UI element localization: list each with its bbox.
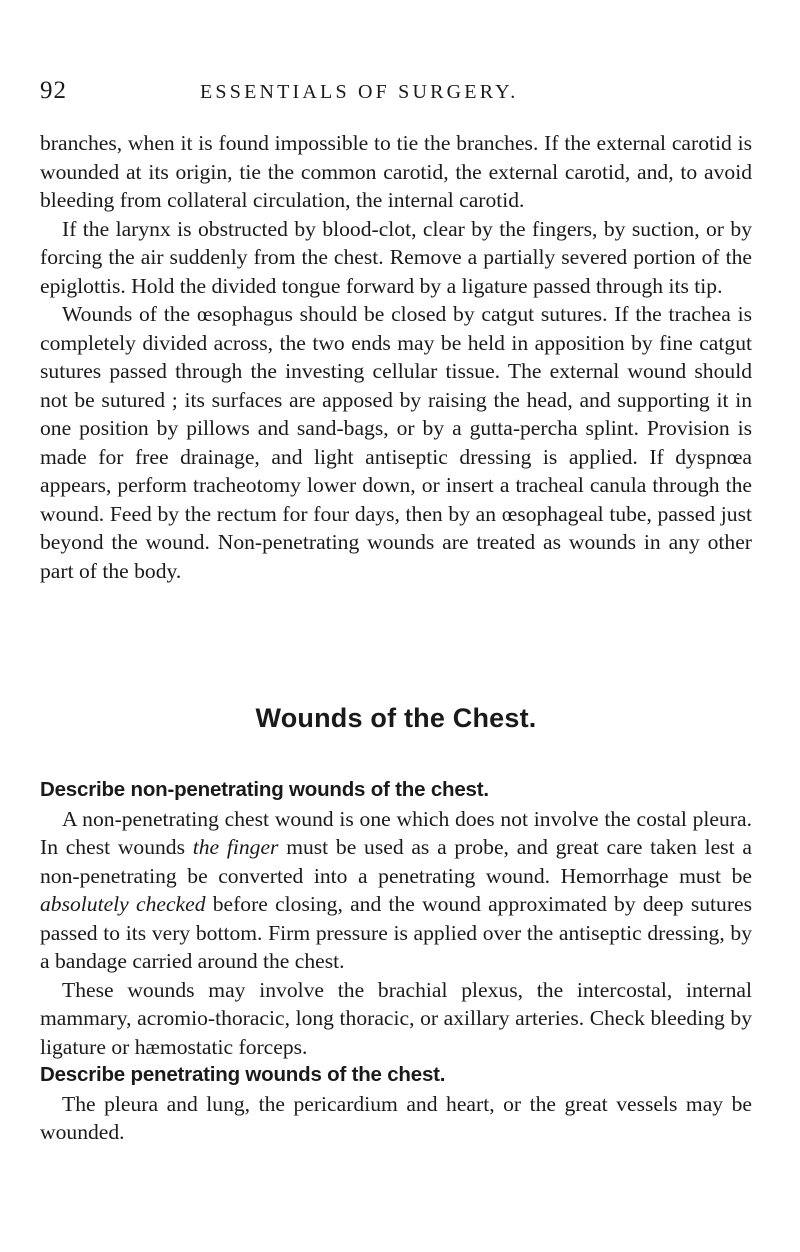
answer-penetrating: The pleura and lung, the pericardium and heart, or the great vessels may be wounded. [40, 1091, 752, 1144]
page-number: 92 [40, 77, 67, 104]
paragraph-larynx: If the larynx is obstructed by blood-clot, clear by the fingers, by suction, or by forcing the air suddenly from the chest. Remove a partially severed portion of the epiglottis. Hold the divided tongue forward by a ligature passed through its tip. [40, 216, 752, 298]
answer-arteries: These wounds may involve the brachial plexus, the intercostal, internal mammary, acromio-thoracic, long thoracic, or axillary arteries. Check bleeding by ligature or hæmostatic forceps. [40, 977, 752, 1059]
paragraph-carotid: branches, when it is found impossible to tie the branches. If the external carotid is wounded at its origin, tie the common carotid, the external carotid, and, to avoid bleeding from collateral circulation, the internal carotid. [40, 131, 752, 212]
paragraph-oesophagus-trachea: Wounds of the œsophagus should be closed by catgut sutures. If the trachea is completely divided across, the two ends may be held in apposition by fine catgut sutures passed through the investing cellular tissue. The external wound should not be sutured ; its surfaces are apposed by raising the head, and supporting it in one position by pillows and sand-bags, or by a gutta-percha splint. Provision is made for free drainage, and light antiseptic dressing is applied. If dyspnœa appears, perform tracheotomy lower down, or insert a tracheal canula through the wound. Feed by the rectum for four days, then by an œsophageal tube, passed just beyond the wound. Non-penetrating wounds are treated as wounds in any other part of the body. [40, 302, 752, 583]
emphasis-text: absolutely checked [40, 892, 206, 916]
running-head: ESSENTIALS OF SURGERY. [200, 81, 519, 103]
section-heading: Wounds of the Chest. [255, 703, 537, 733]
answer-text: A non-penetrating chest wound is one which does not involve the costal pleura. In chest wounds [40, 806, 752, 859]
question-non-penetrating: Describe non-penetrating wounds of the chest. [40, 778, 489, 801]
page-header [40, 78, 760, 112]
question-penetrating: Describe penetrating wounds of the chest. [40, 1063, 446, 1086]
chest-wounds-text-block [40, 776, 752, 1147]
answer-text: before closing, and the wound approximated by deep sutures passed to its very bottom. Firm pressure is applied over the antiseptic dressing, by a bandage carried around the chest. [40, 892, 752, 973]
emphasis-text: the finger [192, 835, 279, 859]
answer-text: must be used as a probe, and great care taken lest a non-penetrating be converted into a penetrating wound. Hemorrhage must be [40, 835, 752, 888]
body-text-block [40, 129, 752, 585]
answer-non-penetrating [40, 805, 752, 976]
